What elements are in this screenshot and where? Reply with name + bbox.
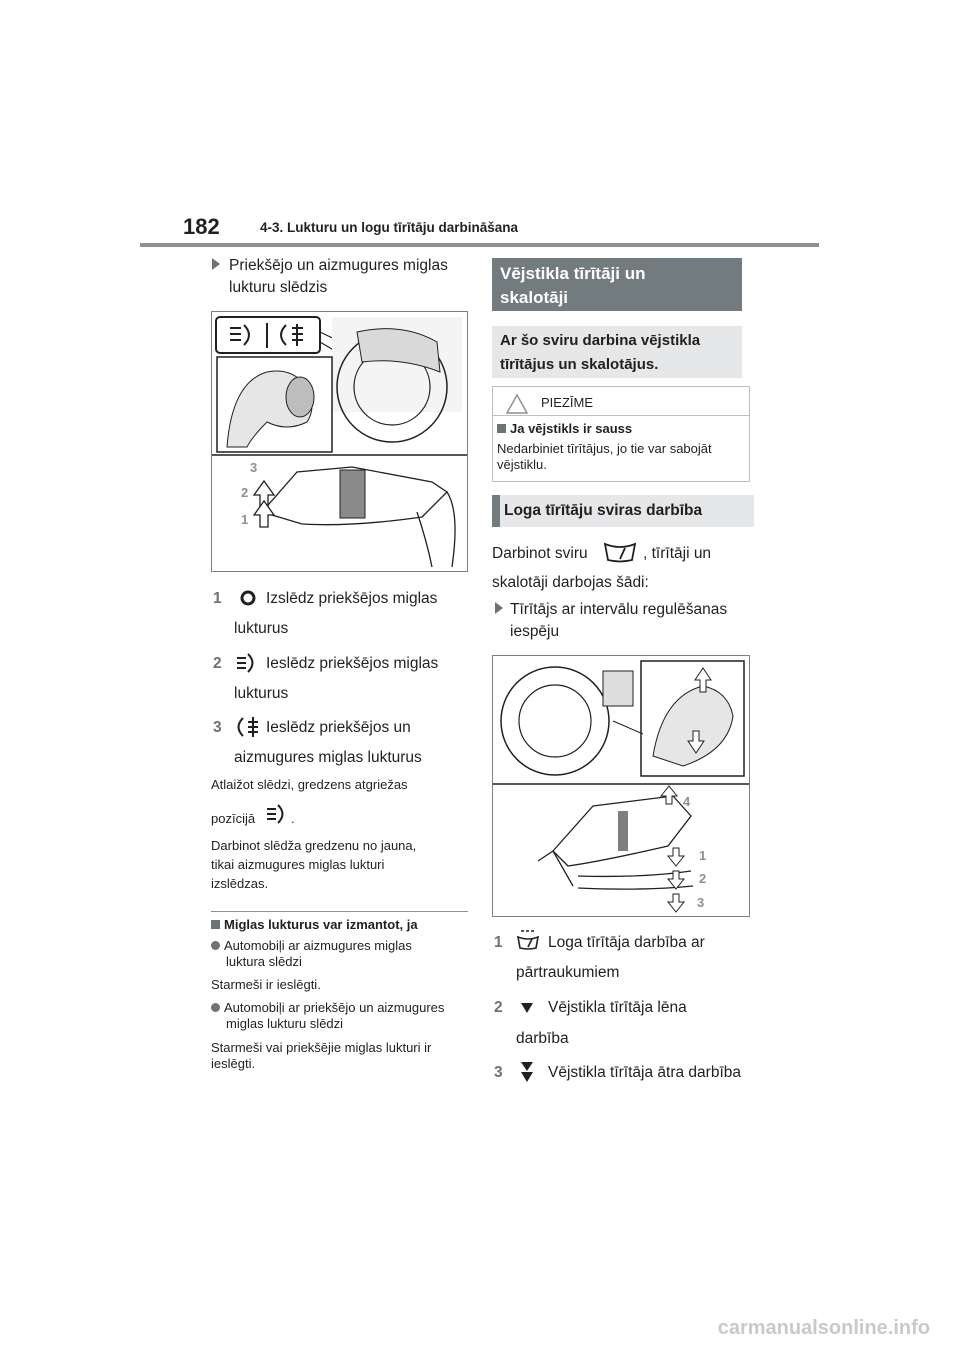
release-line1: Atlaižot slēdzi, gredzens atgriežas (211, 777, 408, 792)
op-line1-a: Darbinot sviru (492, 545, 588, 562)
triangle-bullet-icon (495, 602, 503, 614)
fig-label-2: 2 (241, 485, 249, 500)
left-item-2-text: Ieslēdz priekšējos miglas (266, 655, 439, 672)
right-bullet-marker (495, 601, 503, 619)
wiper-icon (602, 540, 638, 569)
wiper-title-line2: skalotāji (500, 288, 569, 307)
cond1-text: Starmeši ir ieslēgti. (211, 977, 321, 992)
right-item-2-text2: darbība (516, 1030, 569, 1047)
notice-line1: Nedarbiniet tīrītājus, jo tie var sabojāt (497, 441, 712, 456)
divider (211, 911, 468, 912)
intro-line2: tīrītājus un skalotājus. (500, 356, 659, 373)
left-item-1-text2: lukturus (234, 620, 289, 637)
fog-switch-illustration (212, 312, 467, 571)
fig-label-2: 2 (699, 871, 707, 886)
sub-heading-fog (211, 915, 418, 934)
left-item-1-num: 1 (213, 590, 222, 607)
cond2-line1: Automobiļi ar priekšējo un aizmugures (224, 1000, 445, 1015)
op-line1-b: , tīrītāji un (643, 545, 712, 562)
notice-divider (493, 415, 749, 416)
square-bullet-icon (497, 424, 506, 433)
fig-label-3: 3 (697, 895, 705, 910)
right-item-2-text: Vējstikla tīrītāja lēna (548, 999, 687, 1016)
left-heading-line2: lukturu slēdzis (229, 279, 328, 296)
right-bullet-line1: Tīrītājs ar intervālu regulēšanas (510, 601, 728, 618)
notice-box (492, 386, 750, 482)
notice-heading (497, 419, 632, 438)
fig-label-1: 1 (699, 848, 707, 863)
right-item-3-num: 3 (494, 1064, 503, 1081)
wiper-title-line1: Vējstikla tīrītāji un (500, 264, 646, 283)
cond1-line2: luktura slēdzi (226, 954, 302, 969)
cond2-text-line2: ieslēgti. (211, 1056, 256, 1071)
dot-bullet-icon (211, 1003, 220, 1012)
left-item-3-text2: aizmugures miglas lukturus (234, 749, 422, 766)
ring-again-line2: tikai aizmugures miglas lukturi (211, 857, 385, 872)
left-heading-marker (212, 257, 220, 275)
right-item-3-text: Vējstikla tīrītāja ātra darbība (548, 1064, 741, 1081)
wiper-title-bar (492, 258, 742, 311)
cond2-line2: miglas lukturu slēdzi (226, 1016, 344, 1031)
notice-line2: vējstiklu. (497, 457, 547, 472)
fog-off-icon (239, 589, 257, 612)
square-bullet-icon (211, 920, 220, 929)
front-fog-icon (236, 650, 258, 681)
front-fog-icon-inline (266, 801, 288, 832)
low-speed-icon (520, 1001, 534, 1019)
right-item-1-text: Loga tīrītāja darbība ar (548, 934, 705, 951)
section-title: 4-3. Lukturu un logu tīrītāju darbināšana (260, 220, 519, 235)
fig-label-3: 3 (250, 460, 258, 475)
page-number: 182 (183, 214, 220, 239)
header-rule (140, 243, 819, 247)
notice-label: PIEZĪME (541, 395, 594, 410)
cond1-line1: Automobiļi ar aizmugures miglas (224, 938, 412, 953)
wiper-lever-illustration (493, 656, 749, 916)
right-bullet-line2: iespēju (510, 623, 560, 640)
right-item-1-num: 1 (494, 934, 503, 951)
cond2-text-line1: Starmeši vai priekšējie miglas lukturi ir (211, 1040, 432, 1055)
left-heading-line1: Priekšējo un aizmugures miglas (229, 257, 448, 274)
release-end: . (291, 811, 295, 826)
left-item-2-text2: lukturus (234, 685, 289, 702)
op-line2: skalotāji darbojas šādi: (492, 574, 649, 591)
wiper-sub-title: Loga tīrītāju sviras darbība (504, 502, 703, 519)
release-line2: pozīcijā (211, 811, 256, 826)
left-item-3-text: Ieslēdz priekšējos un (266, 719, 411, 736)
intermittent-wiper-icon (515, 928, 541, 955)
rear-fog-icon (234, 714, 262, 745)
triangle-bullet-icon (212, 258, 220, 270)
wiper-lever-figure (492, 655, 750, 917)
ring-again-line3: izslēdzas. (211, 876, 269, 891)
left-item-1-text: Izslēdz priekšējos miglas (266, 590, 438, 607)
wiper-sub-title-bar (492, 495, 754, 527)
notice-heading-text: Ja vējstikls ir sauss (510, 421, 633, 436)
right-item-1-text2: pārtraukumiem (516, 964, 620, 981)
fig-label-4: 4 (683, 794, 691, 809)
right-item-2-num: 2 (494, 999, 503, 1016)
fog-switch-figure (211, 311, 468, 572)
wiper-intro-bar (492, 326, 742, 378)
dot-bullet-icon (211, 941, 220, 950)
sub-heading-text: Miglas lukturus var izmantot, ja (224, 917, 418, 932)
intro-line1: Ar šo sviru darbina vējstikla (500, 332, 701, 349)
left-item-2-num: 2 (213, 655, 222, 672)
fig-label-1: 1 (241, 512, 249, 527)
watermark: carmanualsonline.info (717, 1317, 930, 1339)
high-speed-icon (520, 1061, 534, 1088)
left-item-3-num: 3 (213, 719, 222, 736)
ring-again-line1: Darbinot slēdža gredzenu no jauna, (211, 838, 417, 853)
